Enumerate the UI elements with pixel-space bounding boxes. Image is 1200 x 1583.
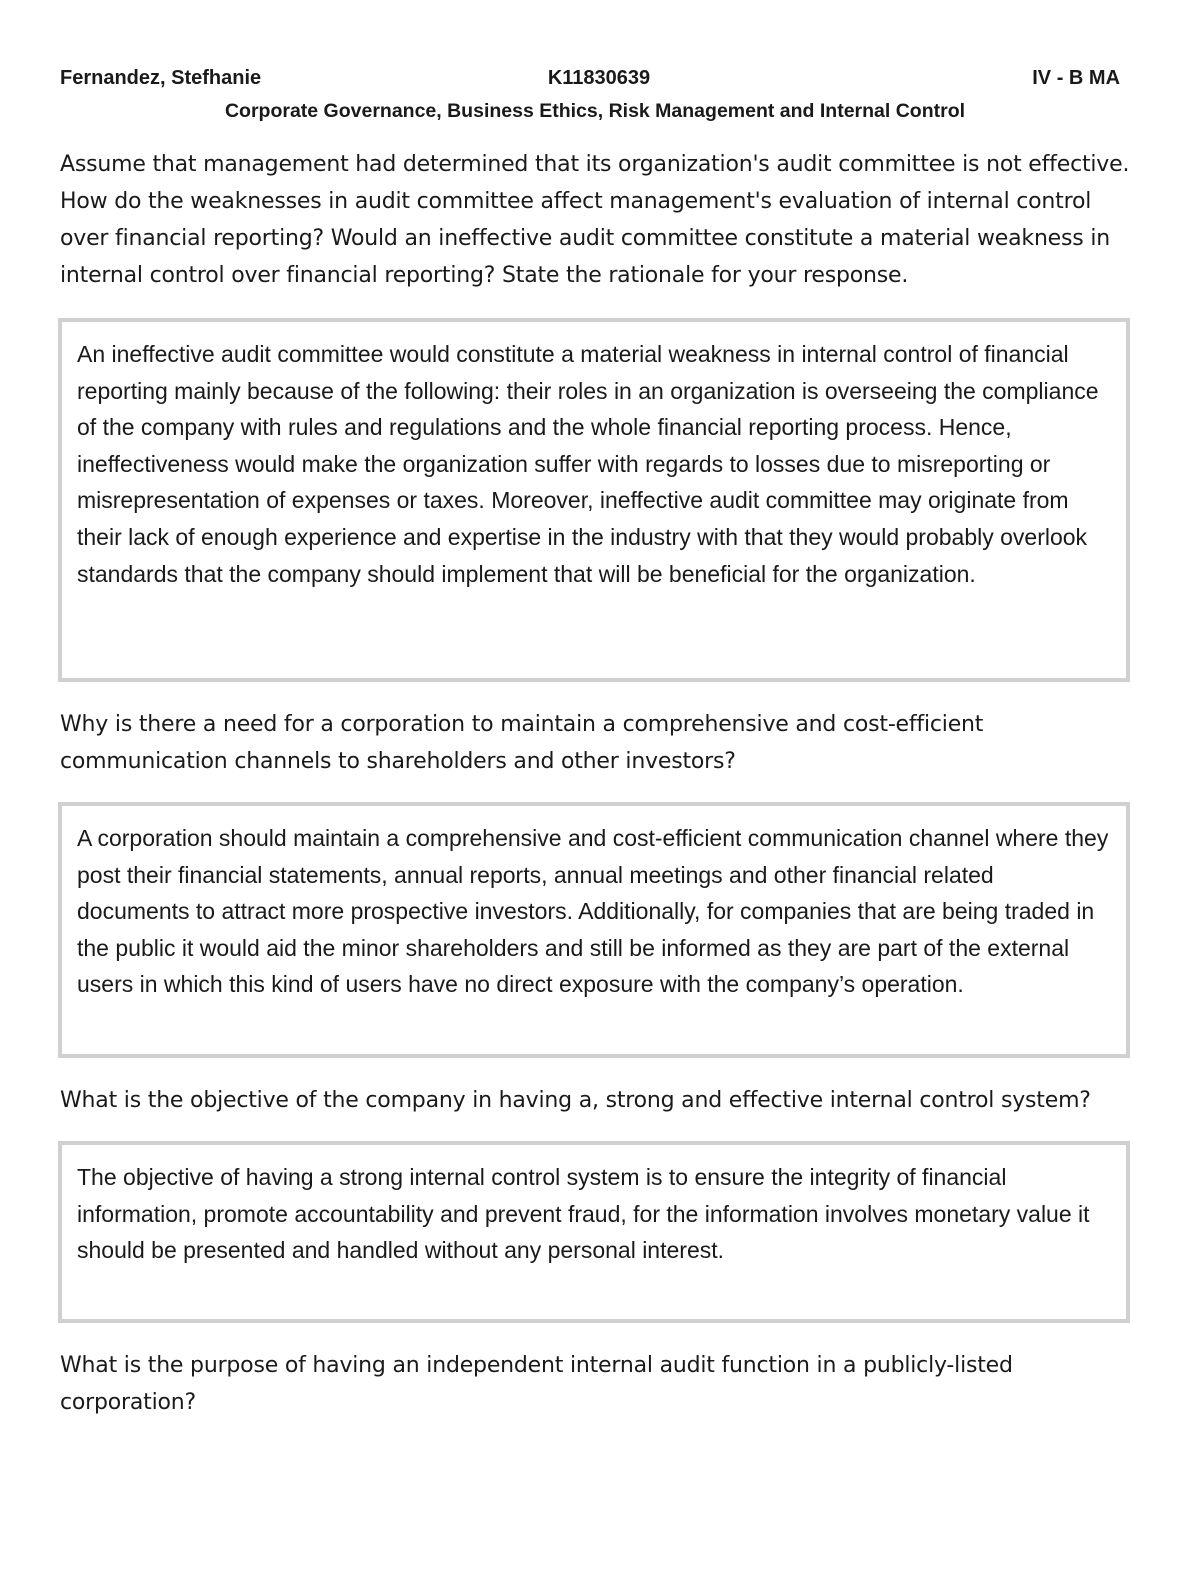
student-name: Fernandez, Stefhanie — [60, 66, 262, 89]
document-header — [60, 62, 1130, 94]
question-4: What is the purpose of having an independent internal audit function in a publicly-listed corporation? — [60, 1353, 1013, 1415]
question-3: What is the objective of the company in having a, strong and effective internal control system? — [60, 1088, 1091, 1113]
student-id: K11830639 — [547, 66, 651, 89]
subject-title: Corporate Governance, Business Ethics, Risk Management and Internal Control — [224, 100, 966, 122]
answer-box-3: The objective of having a strong internal control system is to ensure the integrity of financial information, promote accountability and prevent fraud, for the information involves monetary value it should be presented and handled without any personal interest. — [58, 1141, 1130, 1323]
question-1: Assume that management had determined that its organization's audit committee is not effective. How do the weaknesses in audit committee affect management's evaluation of internal control over financial reporting? Would an ineffective audit committee constitute a material weakness in internal control over financial reporting? State the rationale for your response. — [60, 152, 1130, 288]
answer-box-1: An ineffective audit committee would constitute a material weakness in internal control of financial reporting mainly because of the following: their roles in an organization is overseeing the compliance of the company with rules and regulations and the whole financial reporting process. Hence, ineffectiveness would make the organization suffer with regards to losses due to misreporting or misrepresentation of expenses or taxes. Moreover, ineffective audit committee may originate from their lack of enough experience and expertise in the industry with that they would probably overlook standards that the company should implement that will be beneficial for the organization. — [58, 318, 1130, 682]
class-section: IV - B MA — [1032, 66, 1121, 89]
document-page — [60, 62, 1130, 1421]
question-2: Why is there a need for a corporation to maintain a comprehensive and cost-efficient communication channels to shareholders and other investors? — [60, 712, 984, 774]
answer-box-2: A corporation should maintain a comprehensive and cost-efficient communication channel where they post their financial statements, annual reports, annual meetings and other financial related documents to attract more prospective investors. Additionally, for companies that are being traded in the public it would aid the minor shareholders and still be informed as they are part of the external users in which this kind of users have no direct exposure with the company’s operation. — [58, 802, 1130, 1058]
